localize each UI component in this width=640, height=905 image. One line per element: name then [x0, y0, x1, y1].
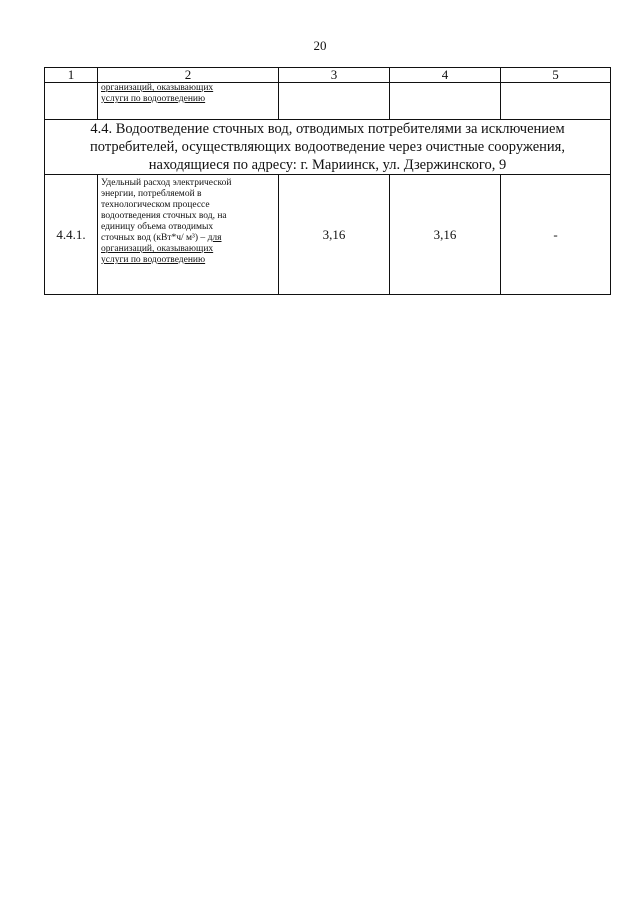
item-desc-link-2: организаций, оказывающих: [101, 244, 214, 254]
item-col-3-value: 3,16: [279, 175, 390, 295]
section-line-1: 4.4. Водоотведение сточных вод, отводимых потребителями за исключением: [90, 121, 565, 137]
continuation-col-3: [279, 83, 390, 120]
continuation-line-1: организаций, оказывающих: [101, 83, 214, 93]
continuation-num-cell: [45, 83, 98, 120]
header-col-3: 3: [279, 68, 390, 83]
item-number: 4.4.1.: [45, 175, 98, 295]
item-desc-line-4: водоотведения сточных вод, на: [101, 211, 227, 221]
header-col-1: 1: [45, 68, 98, 83]
continuation-desc-cell: [98, 83, 279, 120]
item-desc-line-3: технологическом процессе: [101, 200, 210, 210]
item-desc-link-3: услуги по водоотведению: [101, 255, 206, 265]
continuation-col-5: [501, 83, 611, 120]
item-desc-link-1: для: [207, 233, 222, 243]
item-desc-line-1: Удельный расход электрической: [101, 178, 232, 188]
item-description: [98, 175, 279, 295]
header-col-2: 2: [98, 68, 279, 83]
header-row: [45, 68, 611, 83]
section-line-3: находящиеся по адресу: г. Мариинск, ул. Дзержинского, 9: [148, 157, 507, 173]
indicator-table: [44, 67, 611, 295]
continuation-line-2: услуги по водоотведению: [101, 94, 206, 104]
page-number: 20: [313, 38, 327, 53]
continuation-row: [45, 83, 611, 120]
section-line-2: потребителей, осуществляющих водоотведение через очистные сооружения,: [90, 139, 565, 155]
item-desc-line-6: сточных вод (кВт*ч/ м³) –: [101, 233, 206, 243]
section-row: [45, 120, 611, 175]
item-desc-line-5: единицу объема отводимых: [101, 222, 214, 232]
section-heading: [45, 120, 611, 175]
item-desc-line-2: энергии, потребляемой в: [101, 189, 202, 199]
header-col-4: 4: [390, 68, 501, 83]
item-row: [45, 175, 611, 295]
header-col-5: 5: [501, 68, 611, 83]
item-col-4-value: 3,16: [390, 175, 501, 295]
item-col-5-value: -: [501, 175, 611, 295]
continuation-col-4: [390, 83, 501, 120]
